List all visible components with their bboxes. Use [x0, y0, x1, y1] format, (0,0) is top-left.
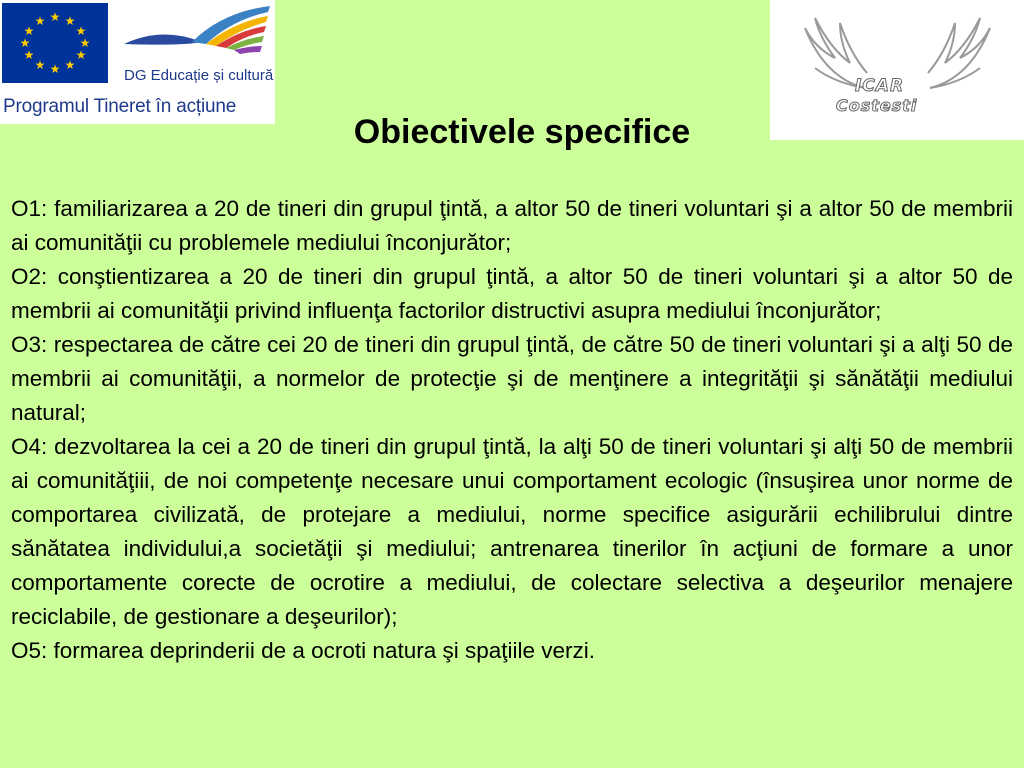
youth-in-action-logo — [0, 0, 275, 124]
costesti-logo-text: Costesti — [836, 96, 918, 115]
objective-item: O3: respectarea de către cei 20 de tineri din grupul ţintă, de către 50 de tineri voluntari şi a alţi 50 de membrii ai comunităţii, a normelor de protecţie şi de menţinere a integrităţii şi sănătăţii mediului natural; — [11, 332, 1013, 425]
dg-education-culture-text: DG Educație și cultură — [124, 67, 274, 84]
objective-item: O2: conştientizarea a 20 de tineri din grupul ţintă, a altor 50 de tineri voluntari şi a altor 50 de membrii ai comunităţii privind influenţa factorilor distructivi asupra mediului înconjurător; — [11, 264, 1013, 323]
bird-icon — [122, 2, 272, 62]
youth-program-text: Programul Tineret în acțiune — [3, 96, 237, 117]
objective-item: O1: familiarizarea a 20 de tineri din grupul ţintă, a altor 50 de tineri voluntari şi a altor 50 de membrii ai comunităţii cu problemele mediului înconjurător; — [11, 196, 1013, 255]
objective-item: O5: formarea deprinderii de a ocroti natura şi spaţiile verzi. — [11, 638, 596, 663]
icar-logo-text: ICAR — [855, 76, 905, 96]
eu-flag-icon: ★ ★ ★ ★ ★ ★ ★ ★ ★ ★ ★ ★ — [2, 3, 108, 83]
page-title: Obiectivele specifice — [353, 113, 691, 151]
objective-item: O4: dezvoltarea la cei a 20 de tineri din grupul ţintă, la alţi 50 de tineri voluntari şi alţi 50 de membrii ai comunităţiii, de noi competenţe necesare unui comportament ecologic (însuşirea unor norme de comportarea civilizată, de protejare a mediului, norme specifice asigurării echilibrului dintre sănătatea individului,a societăţii şi mediului; antrenarea tinerilor în acţiuni de formare a unor comportamente corecte de ocrotire a mediului, de colectare selectiva a deşeurilor menajere reciclabile, de gestionare a deşeurilor); — [11, 434, 1013, 629]
objectives-list — [11, 192, 1013, 668]
